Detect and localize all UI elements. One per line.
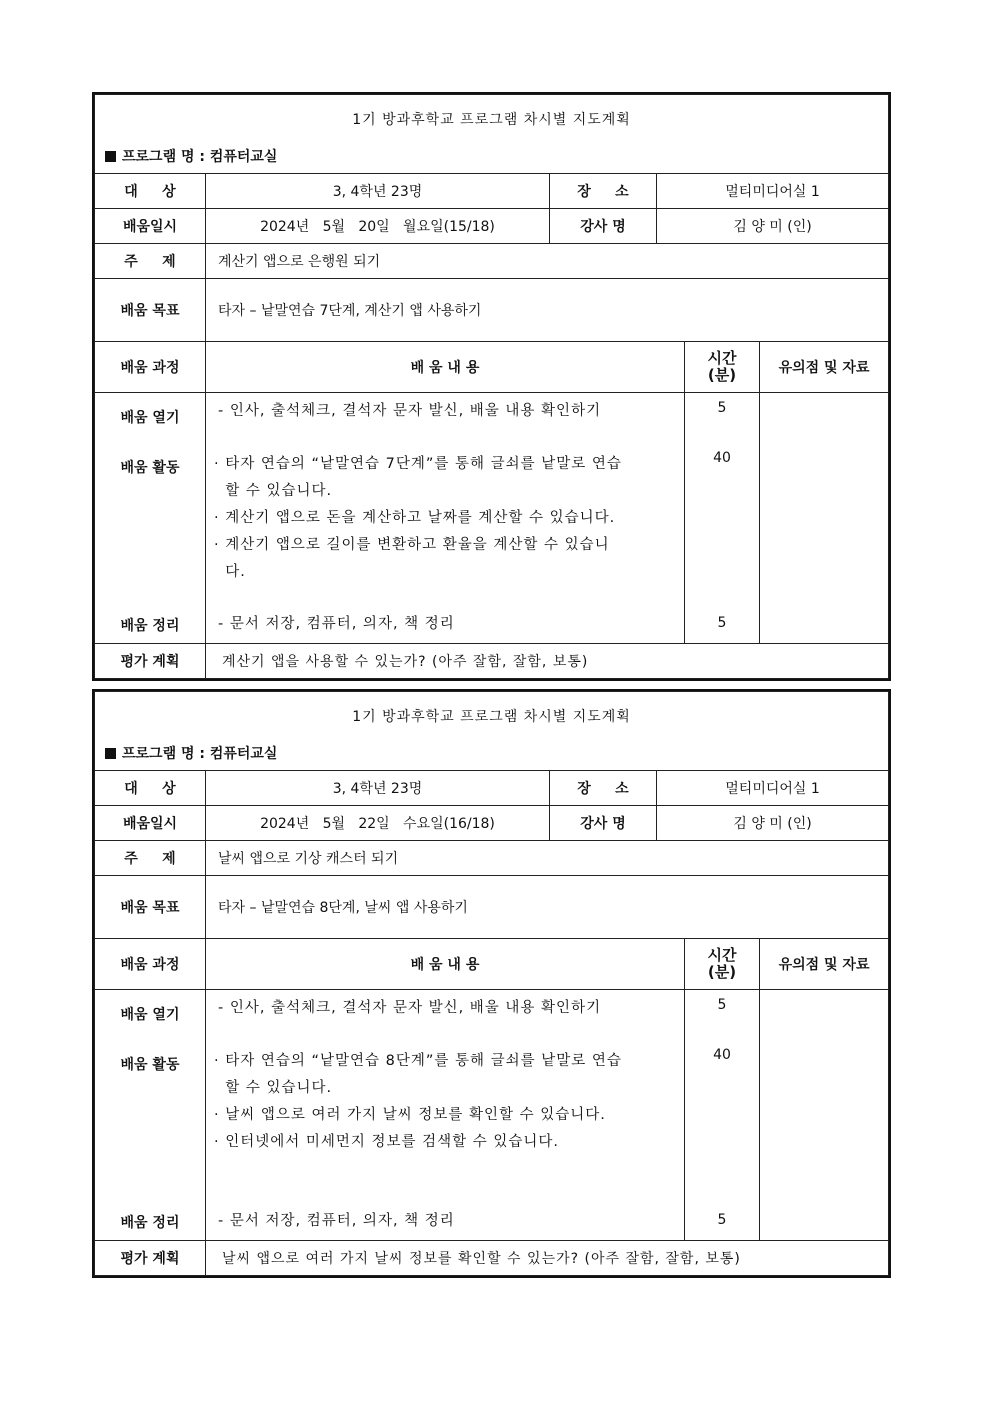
notes-label: 유의점 및 자료	[760, 939, 889, 990]
activity-line: · 계산기 앱으로 돈을 계산하고 날짜를 계산할 수 있습니다.	[214, 510, 616, 526]
process-label: 배움 과정	[95, 342, 206, 393]
eval-label: 평가 계획	[95, 644, 206, 679]
square-bullet-icon	[105, 151, 116, 162]
activity-line: · 날씨 앱으로 여러 가지 날씨 정보를 확인할 수 있습니다.	[214, 1107, 606, 1123]
step-close-time: 5	[717, 615, 727, 631]
topic-value: 계산기 앱으로 은행원 되기	[206, 244, 889, 279]
square-bullet-icon	[105, 748, 116, 759]
step-activity-label: 배움 활동	[120, 460, 180, 476]
place-value: 멀티미디어실 1	[657, 771, 889, 806]
target-value: 3, 4학년 23명	[206, 174, 550, 209]
content-label: 배 움 내 용	[206, 342, 685, 393]
eval-value: 날씨 앱으로 여러 가지 날씨 정보를 확인할 수 있는가? (아주 잘함, 잘함, 보통)	[206, 1241, 889, 1276]
step-close-label: 배움 정리	[120, 1215, 180, 1231]
content-column	[206, 990, 685, 1241]
activity-line: · 계산기 앱으로 길이를 변환하고 환율을 계산할 수 있습니	[214, 537, 610, 553]
program-name: 프로그램 명 : 컴퓨터교실	[95, 139, 889, 174]
date-value: 2024년 5월 22일 수요일(16/18)	[206, 806, 550, 841]
teacher-value: 김 양 미 (인)	[657, 209, 889, 244]
program-name: 프로그램 명 : 컴퓨터교실	[95, 736, 889, 771]
time-label: 시간 (분)	[685, 342, 760, 393]
activity-line: 다.	[214, 564, 246, 580]
time-column	[685, 990, 760, 1241]
lesson-plan-table	[94, 94, 889, 679]
teacher-value: 김 양 미 (인)	[657, 806, 889, 841]
place-label: 장 소	[550, 174, 657, 209]
step-open-label: 배움 열기	[120, 1007, 180, 1023]
step-activity-content	[214, 451, 680, 586]
step-close-label: 배움 정리	[120, 618, 180, 634]
target-label: 대 상	[95, 174, 206, 209]
step-open-time: 5	[717, 997, 727, 1013]
notes-label: 유의점 및 자료	[760, 342, 889, 393]
lesson-plan-table	[94, 691, 889, 1276]
lesson-plan	[94, 94, 888, 679]
step-close-time: 5	[717, 1212, 727, 1228]
target-value: 3, 4학년 23명	[206, 771, 550, 806]
process-steps-column	[95, 393, 206, 644]
activity-line: · 타자 연습의 “낱말연습 7단계”를 통해 글쇠를 낱말로 연습	[214, 456, 622, 472]
activity-line: · 인터넷에서 미세먼지 정보를 검색할 수 있습니다.	[214, 1134, 560, 1150]
process-label: 배움 과정	[95, 939, 206, 990]
content-label: 배 움 내 용	[206, 939, 685, 990]
topic-label: 주 제	[95, 841, 206, 876]
goal-label: 배움 목표	[95, 876, 206, 939]
date-label: 배움일시	[95, 209, 206, 244]
place-value: 멀티미디어실 1	[657, 174, 889, 209]
step-activity-content	[214, 1048, 680, 1156]
eval-label: 평가 계획	[95, 1241, 206, 1276]
step-activity-label: 배움 활동	[120, 1057, 180, 1073]
plan-title: 1기 방과후학교 프로그램 차시별 지도계획	[95, 95, 889, 140]
activity-line: · 타자 연습의 “낱말연습 8단계”를 통해 글쇠를 낱말로 연습	[214, 1053, 622, 1069]
step-close-text: - 문서 저장, 컴퓨터, 의자, 책 정리	[218, 1213, 455, 1229]
topic-label: 주 제	[95, 244, 206, 279]
teacher-label: 강사 명	[550, 806, 657, 841]
place-label: 장 소	[550, 771, 657, 806]
step-open-text: - 인사, 출석체크, 결석자 문자 발신, 배울 내용 확인하기	[218, 1000, 602, 1016]
target-label: 대 상	[95, 771, 206, 806]
date-label: 배움일시	[95, 806, 206, 841]
step-open-label: 배움 열기	[120, 410, 180, 426]
time-label: 시간 (분)	[685, 939, 760, 990]
step-close-text: - 문서 저장, 컴퓨터, 의자, 책 정리	[218, 616, 455, 632]
step-open-time: 5	[717, 400, 727, 416]
step-open-text: - 인사, 출석체크, 결석자 문자 발신, 배울 내용 확인하기	[218, 403, 602, 419]
step-activity-time: 40	[713, 1047, 731, 1063]
lesson-plan	[94, 691, 888, 1276]
eval-value: 계산기 앱을 사용할 수 있는가? (아주 잘함, 잘함, 보통)	[206, 644, 889, 679]
content-column	[206, 393, 685, 644]
time-column	[685, 393, 760, 644]
date-value: 2024년 5월 20일 월요일(15/18)	[206, 209, 550, 244]
notes-column	[760, 393, 889, 644]
goal-value: 타자 – 낱말연습 7단계, 계산기 앱 사용하기	[206, 279, 889, 342]
goal-label: 배움 목표	[95, 279, 206, 342]
plan-title: 1기 방과후학교 프로그램 차시별 지도계획	[95, 692, 889, 737]
teacher-label: 강사 명	[550, 209, 657, 244]
notes-column	[760, 990, 889, 1241]
activity-line: 할 수 있습니다.	[214, 483, 333, 499]
activity-line: 할 수 있습니다.	[214, 1080, 333, 1096]
step-activity-time: 40	[713, 450, 731, 466]
topic-value: 날씨 앱으로 기상 캐스터 되기	[206, 841, 889, 876]
goal-value: 타자 – 낱말연습 8단계, 날씨 앱 사용하기	[206, 876, 889, 939]
process-steps-column	[95, 990, 206, 1241]
